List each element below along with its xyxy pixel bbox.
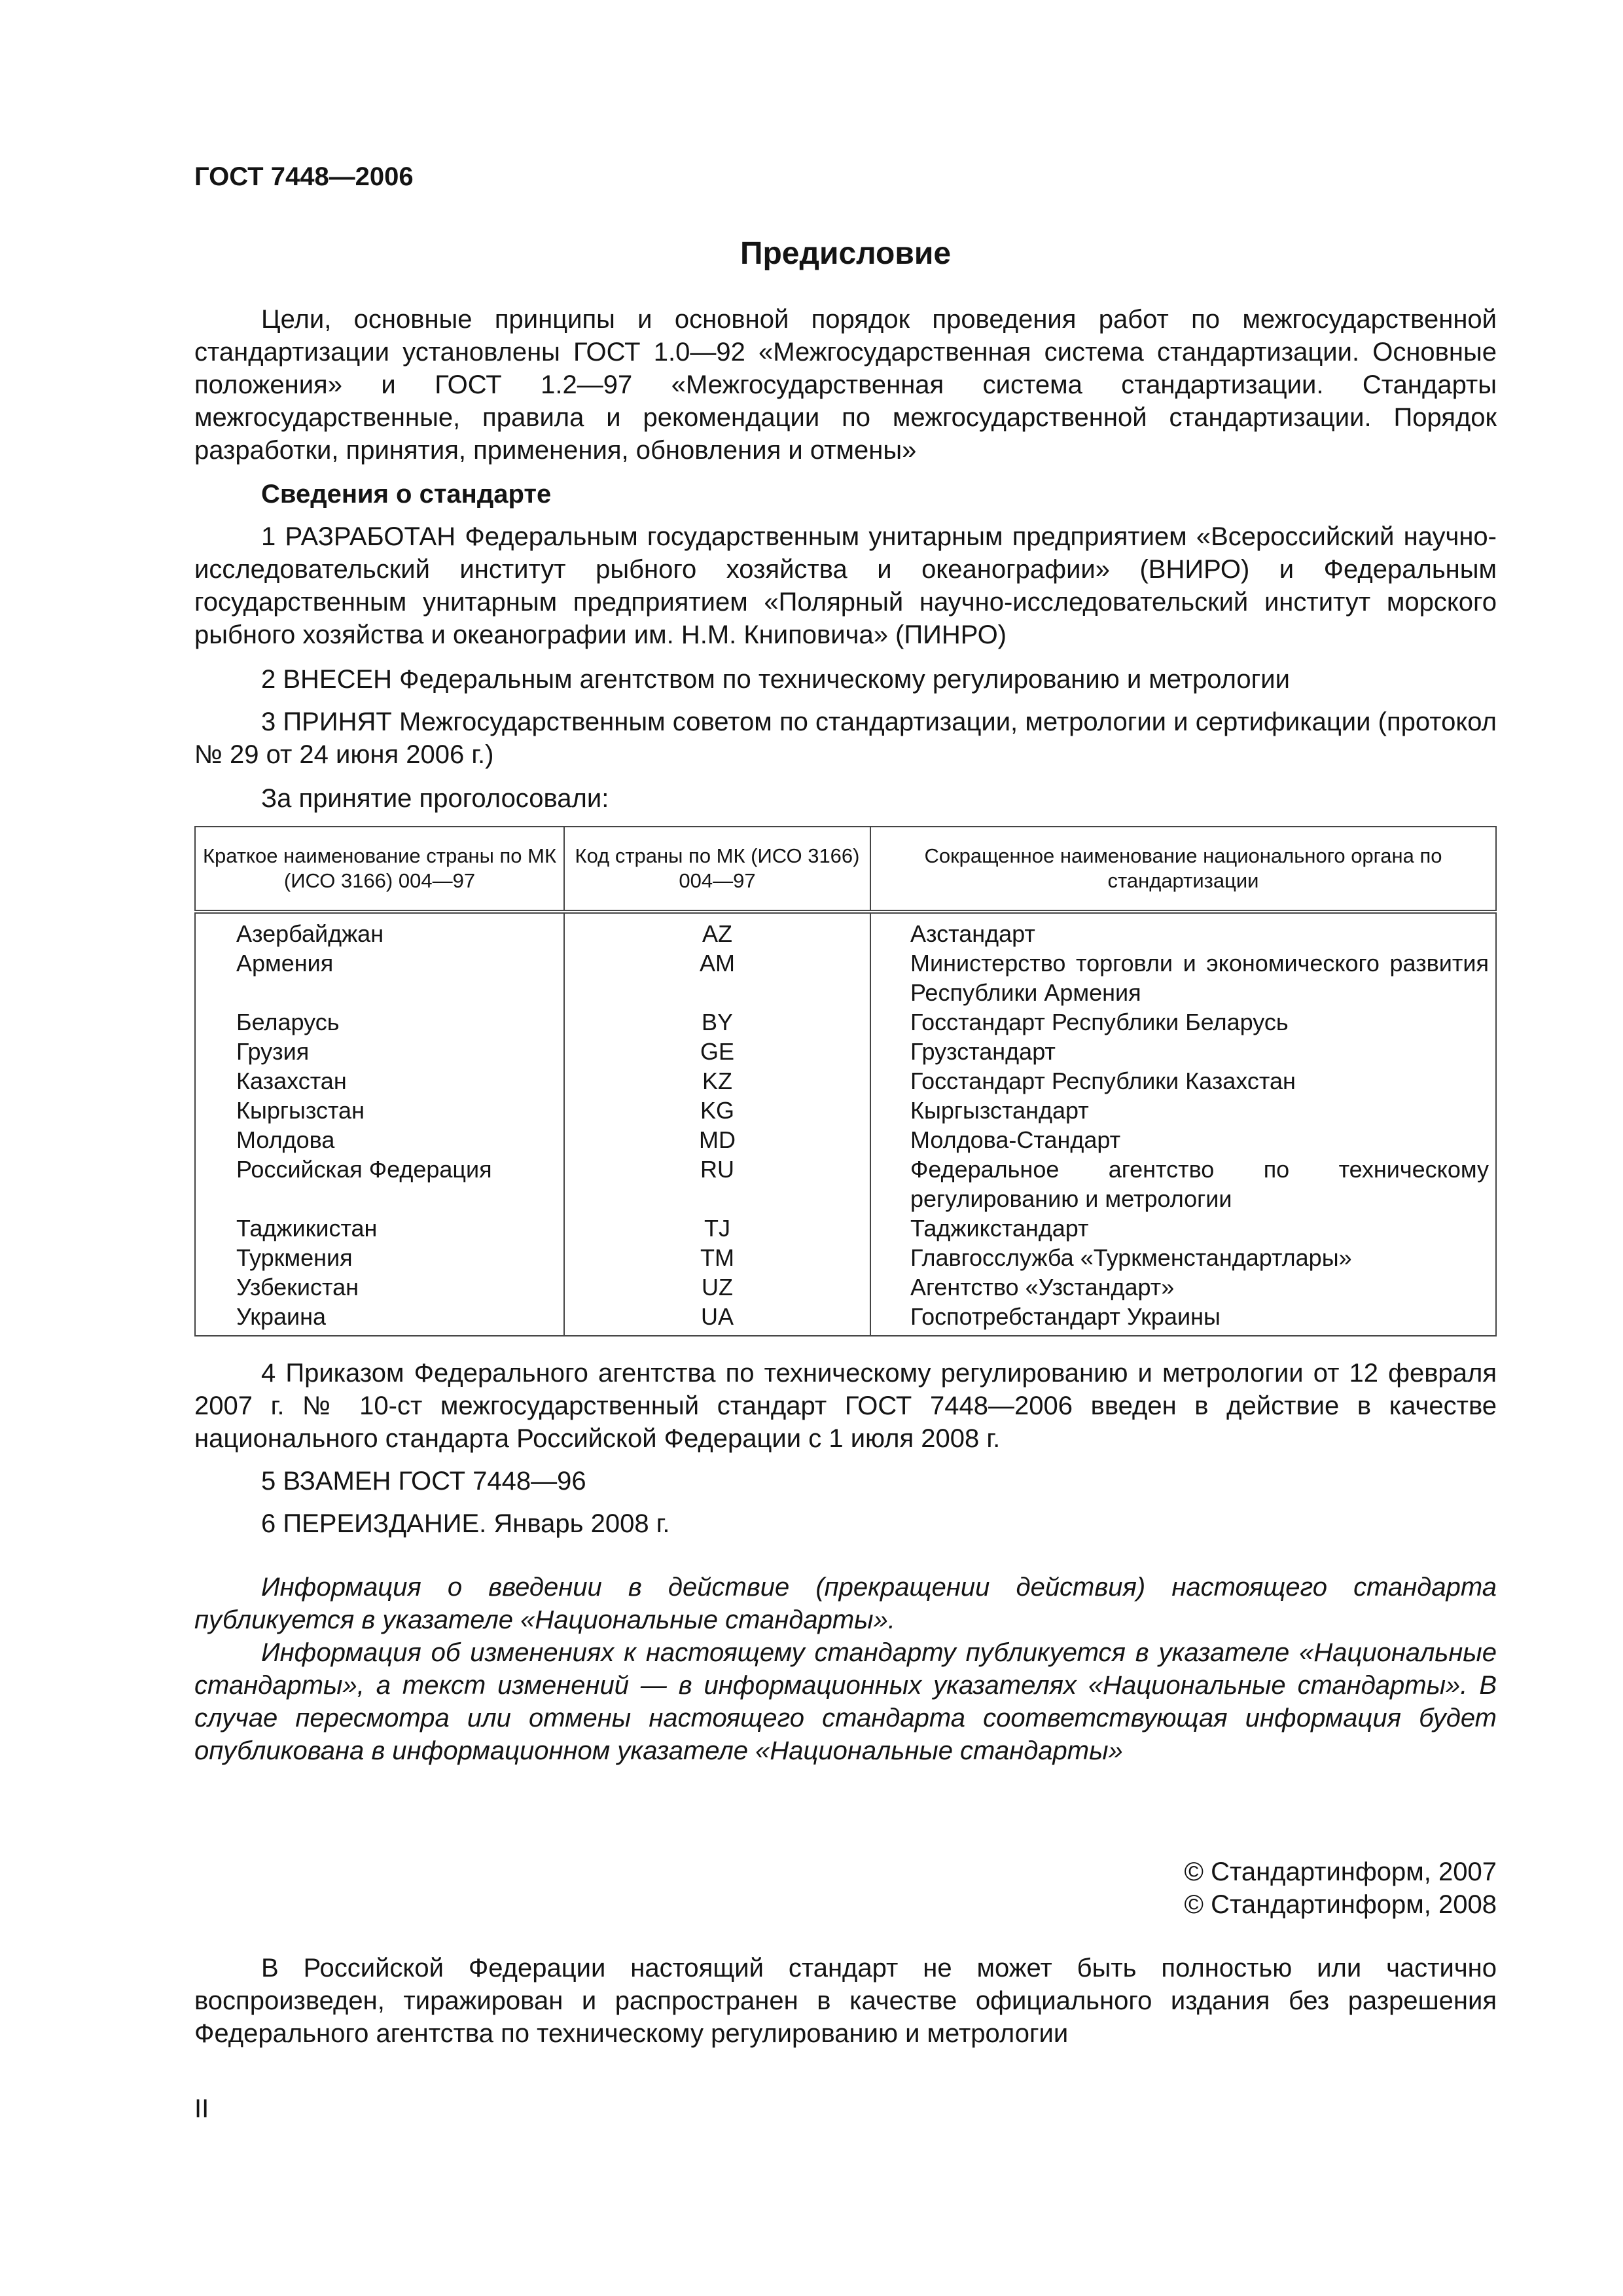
cell-country: Российская Федерация (195, 1155, 564, 1213)
item-order: 4 Приказом Федерального агентства по техническому регулированию и метрологии от 12 февраля 2007 г. № 10-ст межгосударственный стандарт ГОСТ 7448—2006 введен в действие в качестве национального стандарта Российской Федерации с 1 июля 2008 г. (194, 1359, 1497, 1453)
cell-code: GE (564, 1037, 870, 1066)
cell-country: Узбекистан (195, 1272, 564, 1302)
copyright-line: © Стандартинформ, 2008 (1184, 1890, 1497, 1919)
header-country: Краткое наименование страны по МК (ИСО 3166) 004—97 (195, 827, 564, 912)
cell-country: Туркмения (195, 1243, 564, 1272)
cell-org: Госпотребстандарт Украины (910, 1303, 1221, 1330)
cell-org: Главгосслужба «Туркменстандартлары» (910, 1244, 1352, 1271)
cell-code: KG (564, 1096, 870, 1125)
item-replaces: 5 ВЗАМЕН ГОСТ 7448—96 (261, 1467, 586, 1496)
cell-country: Молдова (195, 1125, 564, 1155)
table-row (195, 1243, 1496, 1272)
document-code: ГОСТ 7448—2006 (194, 162, 414, 191)
intro-paragraph: Цели, основные принципы и основной порядок проведения работ по межгосударственной стандартизации установлены ГОСТ 1.0—92 «Межгосударственная система стандартизации. Основные положения» и ГОСТ 1.2—97 «Межгосударственная система стандартизации. Стандарты межгосударственные, правила и рекомендации по межгосударственной стандартизации. Порядок разработки, принятия, применения, обновления и отмены» (194, 305, 1497, 465)
cell-country: Беларусь (195, 1007, 564, 1037)
table-header-row (195, 827, 1496, 912)
info-paragraph-2: Информация об изменениях к настоящему стандарту публикуется в указателе «Национальные стандарты», а текст изменений — в информационных указателях «Национальные стандарты». В случае пересмотра или отмены настоящего стандарта соответствующая информация будет опубликована в информационном указателе «Национальные стандарты» (194, 1638, 1497, 1765)
table-row (195, 912, 1496, 948)
info-paragraph-1: Информация о введении в действие (прекращении действия) настоящего стандарта публикуется в указателе «Национальные стандарты». (194, 1573, 1497, 1634)
cell-org: Госстандарт Республики Беларусь (910, 1009, 1289, 1035)
vote-label: За принятие проголосовали: (261, 784, 609, 813)
table-row (195, 1066, 1496, 1096)
page-title: Предисловие (740, 236, 952, 271)
restriction-paragraph: В Российской Федерации настоящий стандарт не может быть полностью или частично воспроизведен, тиражирован и распространен в качестве официального издания без разрешения Федерального агентства по техническому регулированию и метрологии (194, 1954, 1497, 2048)
cell-code: MD (564, 1125, 870, 1155)
cell-code: AZ (564, 912, 870, 948)
cell-country: Азербайджан (195, 912, 564, 948)
table-row (195, 1096, 1496, 1125)
cell-country: Кыргызстан (195, 1096, 564, 1125)
cell-code: RU (564, 1155, 870, 1213)
voting-table (194, 826, 1497, 1336)
copyright-block (194, 1856, 1497, 1921)
table-row (195, 1213, 1496, 1243)
cell-code: TJ (564, 1213, 870, 1243)
header-org: Сокращенное наименование национального органа по стандартизации (870, 827, 1496, 912)
page-number: II (194, 2094, 209, 2123)
table-body (195, 912, 1496, 1336)
cell-code: UA (564, 1302, 870, 1336)
cell-org: Министерство торговли и экономического развития Республики Армения (910, 950, 1489, 1006)
cell-country: Таджикистан (195, 1213, 564, 1243)
cell-org: Кыргызстандарт (910, 1097, 1089, 1124)
item-adopted: 3 ПРИНЯТ Межгосударственным советом по стандартизации, метрологии и сертификации (протокол № 29 от 24 июня 2006 г.) (194, 708, 1497, 769)
cell-org: Таджикстандарт (910, 1215, 1089, 1242)
cell-code: UZ (564, 1272, 870, 1302)
copyright-line: © Стандартинформ, 2007 (1184, 1857, 1497, 1886)
cell-country: Грузия (195, 1037, 564, 1066)
table-row (195, 1155, 1496, 1213)
cell-code: KZ (564, 1066, 870, 1096)
item-reissue: 6 ПЕРЕИЗДАНИЕ. Январь 2008 г. (261, 1509, 670, 1538)
table-row (195, 1007, 1496, 1037)
table-row (195, 1302, 1496, 1336)
table-row (195, 1125, 1496, 1155)
table-row (195, 1037, 1496, 1066)
header-code: Код страны по МК (ИСО 3166) 004—97 (564, 827, 870, 912)
item-developed: 1 РАЗРАБОТАН Федеральным государственным унитарным предприятием «Всероссийский научно-исследовательский институт рыбного хозяйства и океанографии» (ВНИРО) и Федеральным государственным унитарным предприятием «Полярный научно-исследовательский институт морского рыбного хозяйства и океанографии им. Н.М. Книповича» (ПИНРО) (194, 522, 1497, 649)
cell-org: Федеральное агентство по техническому регулированию и метрологии (910, 1156, 1489, 1212)
table-row (195, 948, 1496, 1007)
cell-code: BY (564, 1007, 870, 1037)
section-heading: Сведения о стандарте (261, 480, 552, 509)
cell-org: Госстандарт Республики Казахстан (910, 1067, 1296, 1094)
cell-org: Грузстандарт (910, 1038, 1056, 1065)
cell-code: TM (564, 1243, 870, 1272)
item-introduced: 2 ВНЕСЕН Федеральным агентством по техническому регулированию и метрологии (261, 665, 1290, 694)
cell-org: Азстандарт (910, 920, 1035, 947)
table-row (195, 1272, 1496, 1302)
cell-org: Агентство «Узстандарт» (910, 1274, 1175, 1300)
cell-org: Молдова-Стандарт (910, 1126, 1121, 1153)
cell-code: AM (564, 948, 870, 1007)
cell-country: Украина (195, 1302, 564, 1336)
cell-country: Армения (195, 948, 564, 1007)
cell-country: Казахстан (195, 1066, 564, 1096)
